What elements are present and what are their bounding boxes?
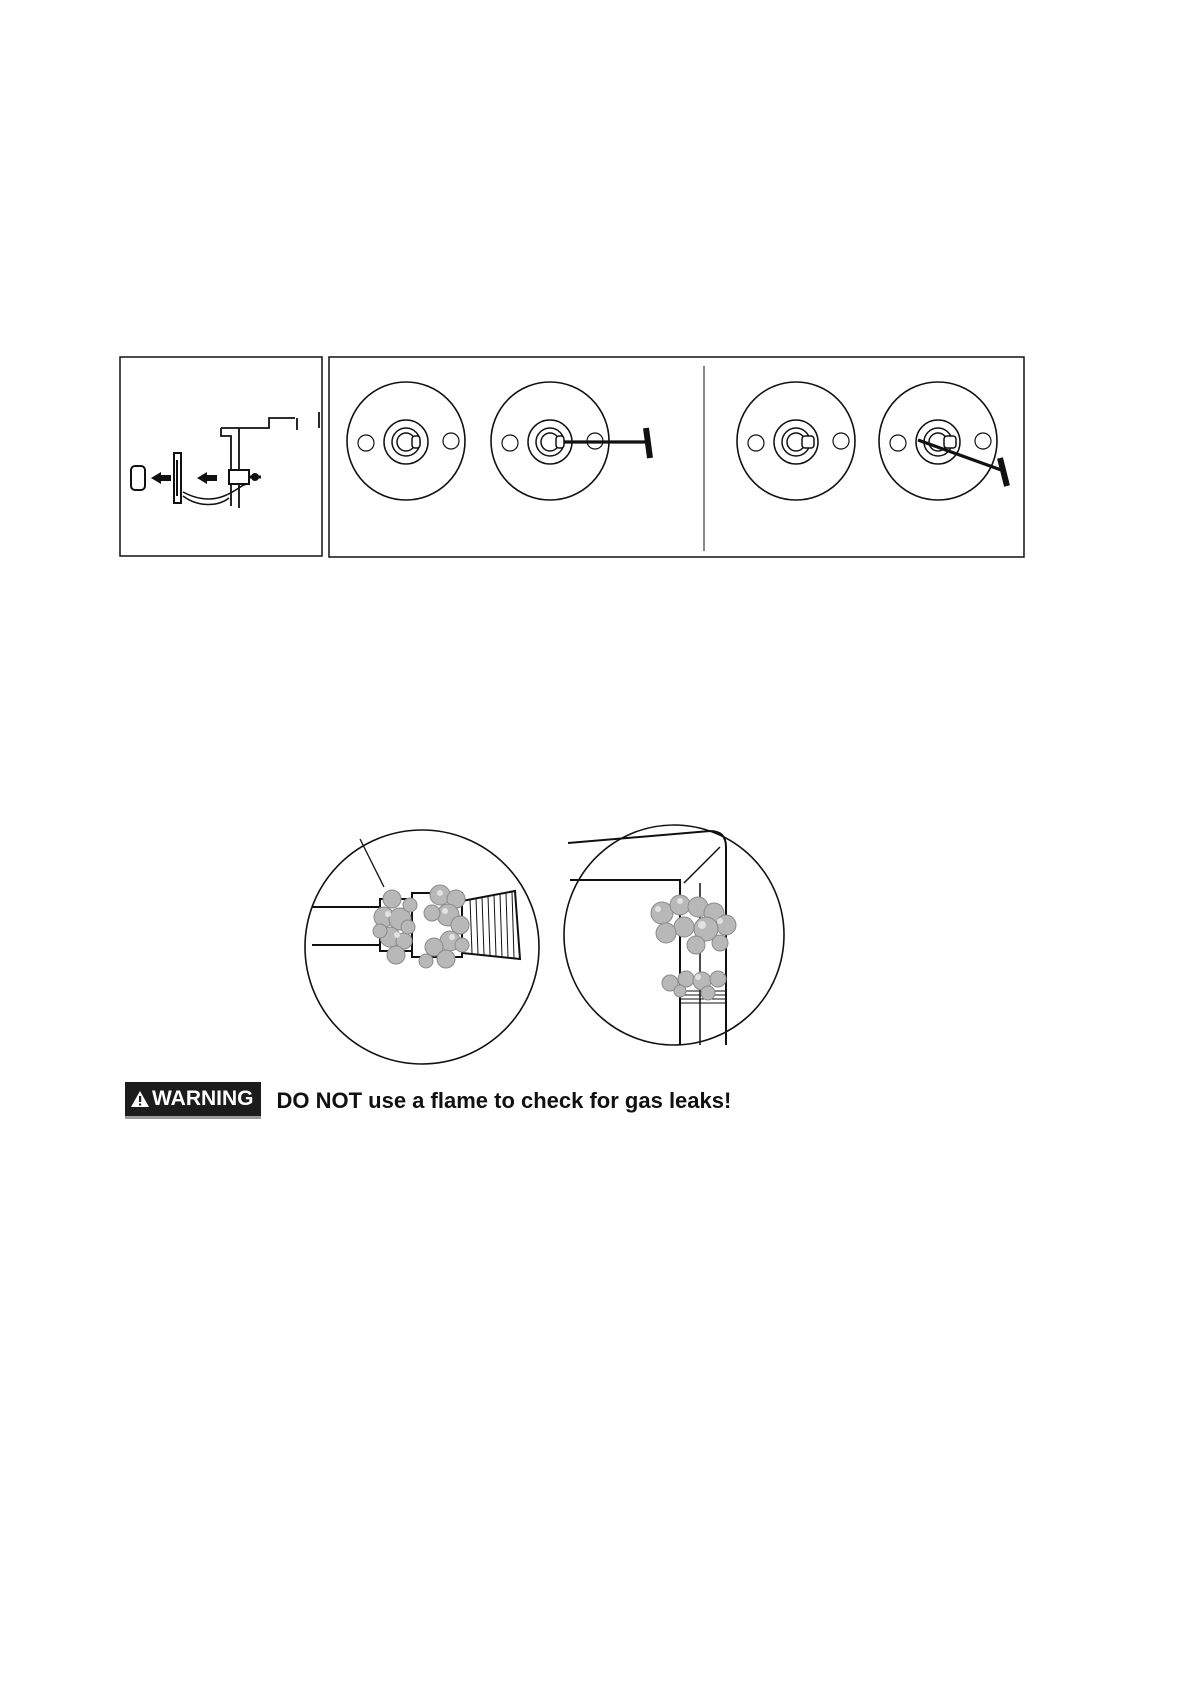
valve-dial-3 (737, 382, 855, 500)
warning-triangle-icon (130, 1090, 150, 1108)
warning-badge (125, 1082, 261, 1119)
valve-dial-2 (491, 382, 650, 500)
warning-message: DO NOT use a flame to check for gas leaks! (276, 1087, 732, 1113)
hose-connection-detail (305, 830, 539, 1064)
valve-dial-4 (879, 382, 1007, 500)
warning-notice (125, 1082, 731, 1119)
knob-removal-illustration (119, 356, 324, 558)
valve-adjustment-illustration (328, 356, 1028, 561)
pipe-joint-detail (564, 825, 784, 1045)
valve-dial-1 (347, 382, 465, 500)
warning-badge-label: WARNING (152, 1087, 254, 1110)
leak-test-illustration (300, 795, 800, 1065)
